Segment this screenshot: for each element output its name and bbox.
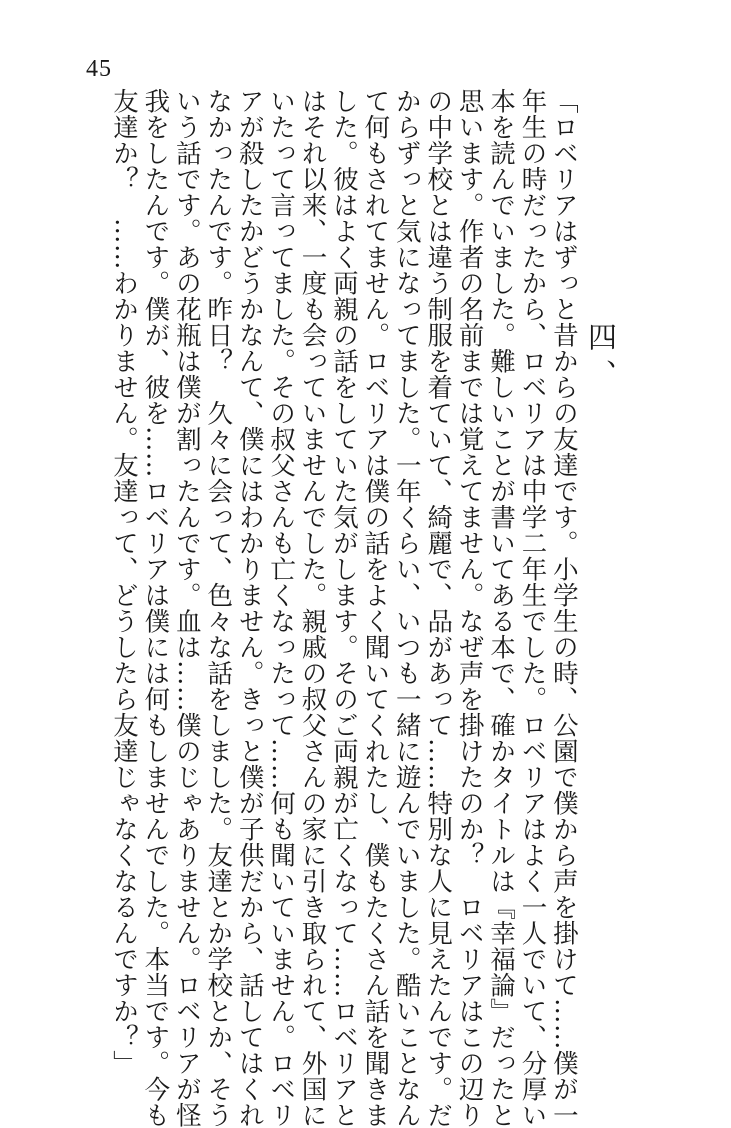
text-line: 我をしたんです。僕が、彼を……ロベリアは僕には何もしませんでした。本当です。今も [140, 88, 171, 1128]
text-line: 「ロベリアはずっと昔からの友達です。小学生の時、公園で僕から声を掛けて……僕が一 [548, 88, 579, 1128]
page-number: 45 [86, 56, 112, 82]
text-line: の中学校とは違う制服を着ていて、綺麗で、品があって……特別な人に見えたんです。だ [423, 88, 454, 1128]
body-text [109, 88, 579, 1128]
text-line: からずっと気になってました。一年くらい、いつも一緒に遊んでいました。酷いことなん [391, 88, 422, 1128]
text-line: 友達か？ ……わかりません。友達って、どうしたら友達じゃなくなるんですか？」 [109, 88, 139, 1076]
text-line: アが殺したかどうかなんて、僕にはわかりません。きっと僕が子供だから、話してはくれ [234, 88, 265, 1128]
text-line: 年生の時だったから、ロベリアは中学二年生でした。ロベリアはよく一人でいて、分厚い [517, 88, 548, 1128]
text-line: なかったんです。昨日？ 久々に会って、色々な話をしました。友達とか学校とか、そう [203, 88, 234, 1128]
text-line: いたって言ってました。その叔父さんも亡くなったって……何も聞いていません。ロベリ [266, 88, 297, 1128]
text-line: 思います。作者の名前までは覚えてません。なぜ声を掛けたのか？ ロベリアはこの辺り [454, 88, 485, 1128]
text-line: て何もされてません。ロベリアは僕の話をよく聞いてくれたし、僕もたくさん話を聞きま [360, 88, 391, 1128]
text-line: 本を読んでいました。難しいことが書いてある本で、確かタイトルは『幸福論』だったと [486, 88, 517, 1128]
text-line: いう話です。あの花瓶は僕が割ったんです。血は……僕のじゃありません。ロベリアが怪 [171, 88, 202, 1128]
chapter-title: 四、 [584, 322, 618, 396]
text-line: した。彼はよく両親の話をしていた気がします。そのご両親が亡くなって……ロベリアと [328, 88, 359, 1128]
text-line: はそれ以来、一度も会っていませんでした。親戚の叔父さんの家に引き取られて、外国に [297, 88, 328, 1128]
